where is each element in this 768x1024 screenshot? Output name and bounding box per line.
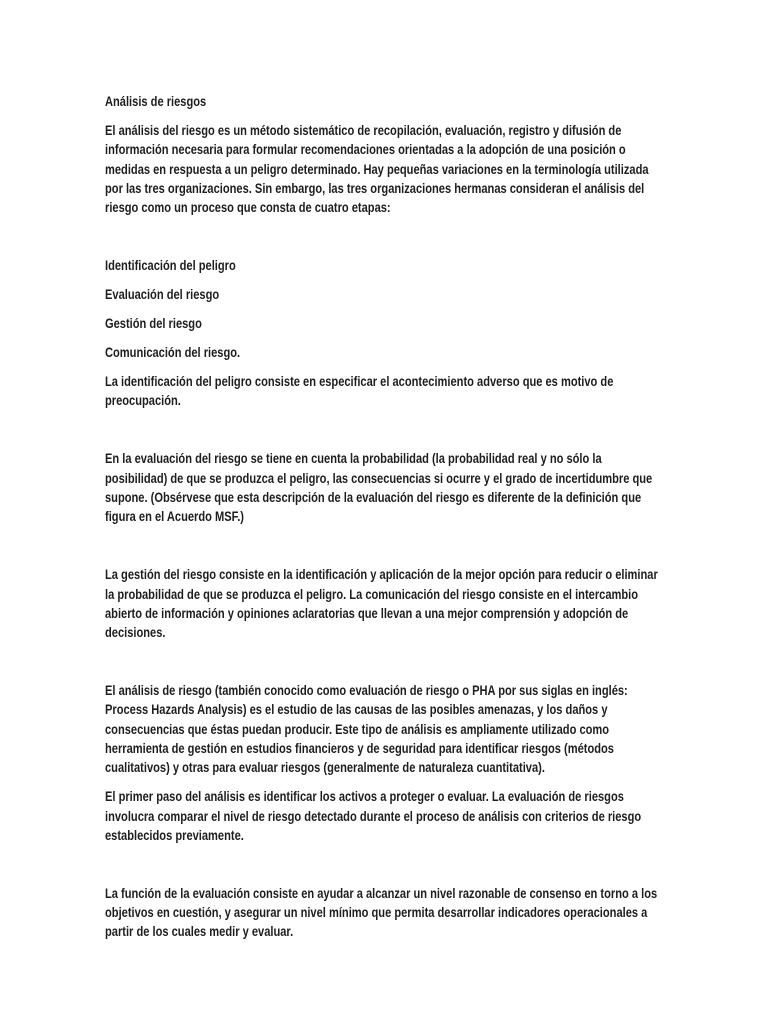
paragraph-intro: El análisis del riesgo es un método sistemático de recopilación, evaluación, registro y difusión de información necesaria para formular recomendaciones orientadas a la adopción de una posición o medidas en respuesta a un peligro determinado. Hay pequeñas variaciones en la terminología utilizada por las tres organizaciones. Sin embargo, las tres organizaciones hermanas consideran el análisis del riesgo como un proceso que consta de cuatro etapas: xyxy=(105,121,649,216)
paragraph-risk-management: La gestión del riesgo consiste en la identificación y aplicación de la mejor opción para reducir o eliminar la probabilidad de que se produzca el peligro. La comunicación del riesgo consiste en el intercambio abierto de información y opiniones aclaratorias que llevan a una mejor comprensión y adopción de decisiones. xyxy=(105,566,658,641)
paragraph-risk-analysis-definition: El análisis de riesgo (también conocido como evaluación de riesgo o PHA por sus siglas en inglés: Process Hazards Analysis) es el estudio de las causas de las posibles amenazas, y los daños y consecuencias que éstas puedan producir. Este tipo de análisis es ampliamente utilizado como herramienta de gestión en estudios financieros y de seguridad para identificar riesgos (métodos cualitativos) y otras para evaluar riesgos (generalmente de naturaleza cuantitativa). xyxy=(105,682,628,776)
stage-item-risk-management: Gestión del riesgo xyxy=(105,315,202,332)
blank-line xyxy=(105,855,660,874)
blank-line xyxy=(105,536,660,555)
blank-line xyxy=(105,420,660,439)
document-title: Análisis de riesgos xyxy=(105,93,207,109)
paragraph-evaluation-function: La función de la evaluación consiste en ayudar a alcanzar un nivel razonable de consenso en torno a los objetivos en cuestión, y asegurar un nivel mínimo que permita desarrollar indicadores operacionales a partir de los cuales medir y evaluar. xyxy=(105,884,658,940)
paragraph-first-step: El primer paso del análisis es identificar los activos a proteger o evaluar. La evaluación de riesgos involucra comparar el nivel de riesgo detectado durante el proceso de análisis con criterios de riesgo establecidos previamente. xyxy=(105,788,642,843)
stage-item-risk-evaluation: Evaluación del riesgo xyxy=(105,286,220,303)
blank-line xyxy=(105,227,660,246)
paragraph-risk-evaluation: En la evaluación del riesgo se tiene en cuenta la probabilidad (la probabilidad real y no sólo la posibilidad) de que se produzca el peligro, las consecuencias si ocurre y el grado de incertidumbre que supone. (Obsérvese que esta descripción de la evaluación del riesgo es diferente de la definición que figura en el Acuerdo MSF.) xyxy=(105,450,653,525)
stage-item-risk-communication: Comunicación del riesgo. xyxy=(105,344,241,361)
blank-line xyxy=(105,652,660,671)
paragraph-hazard-identification: La identificación del peligro consiste en especificar el acontecimiento adverso que es motivo de preocupación. xyxy=(105,373,614,409)
document-content xyxy=(105,92,660,951)
stage-item-hazard-identification: Identificación del peligro xyxy=(105,257,236,274)
